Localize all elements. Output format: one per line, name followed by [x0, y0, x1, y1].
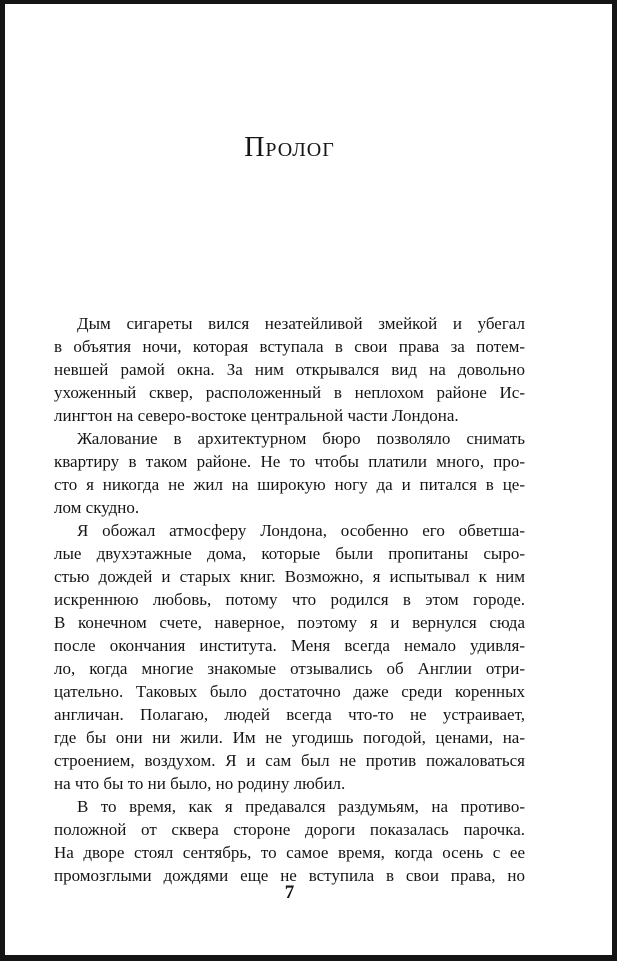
text-line: в объятия ночи, которая вступала в свои права за потем- — [54, 337, 525, 356]
text-line: ло, когда многие знакомые отзывались об Англии отри- — [54, 659, 525, 678]
text-line: строением, воздухом. Я и сам был не против пожаловаться — [54, 751, 525, 770]
text-line: после окончания института. Меня всегда немало удивля- — [54, 636, 525, 655]
page-text — [54, 312, 525, 887]
text-line: цательно. Таковых было достаточно даже среди коренных — [54, 682, 525, 701]
text-line: Я обожал атмосферу Лондона, особенно его обветша- — [77, 521, 525, 540]
text-line: ухоженный сквер, расположенный в неплохом районе Ис- — [54, 383, 525, 402]
text-line: сто я никогда не жил на широкую ногу да и питался в це- — [54, 475, 525, 494]
text-line: лые двухэтажные дома, которые были пропитаны сыро- — [54, 544, 525, 563]
text-line: искреннюю любовь, потому что родился в этом городе. — [54, 590, 525, 609]
text-line: Жалование в архитектурном бюро позволяло снимать — [77, 429, 525, 448]
text-line: невшей рамой окна. За ним открывался вид на довольно — [54, 360, 525, 379]
paragraph — [54, 795, 525, 887]
text-line: лингтон на северо-востоке центральной части Лондона. — [54, 406, 459, 425]
paragraph — [54, 427, 525, 519]
text-line: Дым сигареты вился незатейливой змейкой и убегал — [77, 314, 525, 333]
text-line: где бы они ни жили. Им не угодишь погодой, ценами, на- — [54, 728, 525, 747]
text-line: промозглыми дождями еще не вступила в свои права, но — [54, 866, 525, 885]
text-line: положной от сквера стороне дороги показалась парочка. — [54, 820, 525, 839]
text-line: стью дождей и старых книг. Возможно, я испытывал к ним — [54, 567, 525, 586]
page-number: 7 — [284, 882, 295, 903]
paragraph — [54, 312, 525, 427]
text-line: квартиру в таком районе. Не то чтобы платили много, про- — [54, 452, 525, 471]
text-line: В конечном счете, наверное, поэтому я и вернулся сюда — [54, 613, 525, 632]
text-line: лом скудно. — [54, 498, 140, 517]
text-line: англичан. Полагаю, людей всегда что-то не устраивает, — [54, 705, 525, 724]
chapter-title: Пролог — [244, 131, 335, 163]
text-line: на что бы то ни было, но родину любил. — [54, 774, 346, 793]
text-line: На дворе стоял сентябрь, то самое время, когда осень с ее — [54, 843, 525, 862]
paragraph — [54, 519, 525, 795]
text-line: В то время, как я предавался раздумьям, на противо- — [77, 797, 525, 816]
